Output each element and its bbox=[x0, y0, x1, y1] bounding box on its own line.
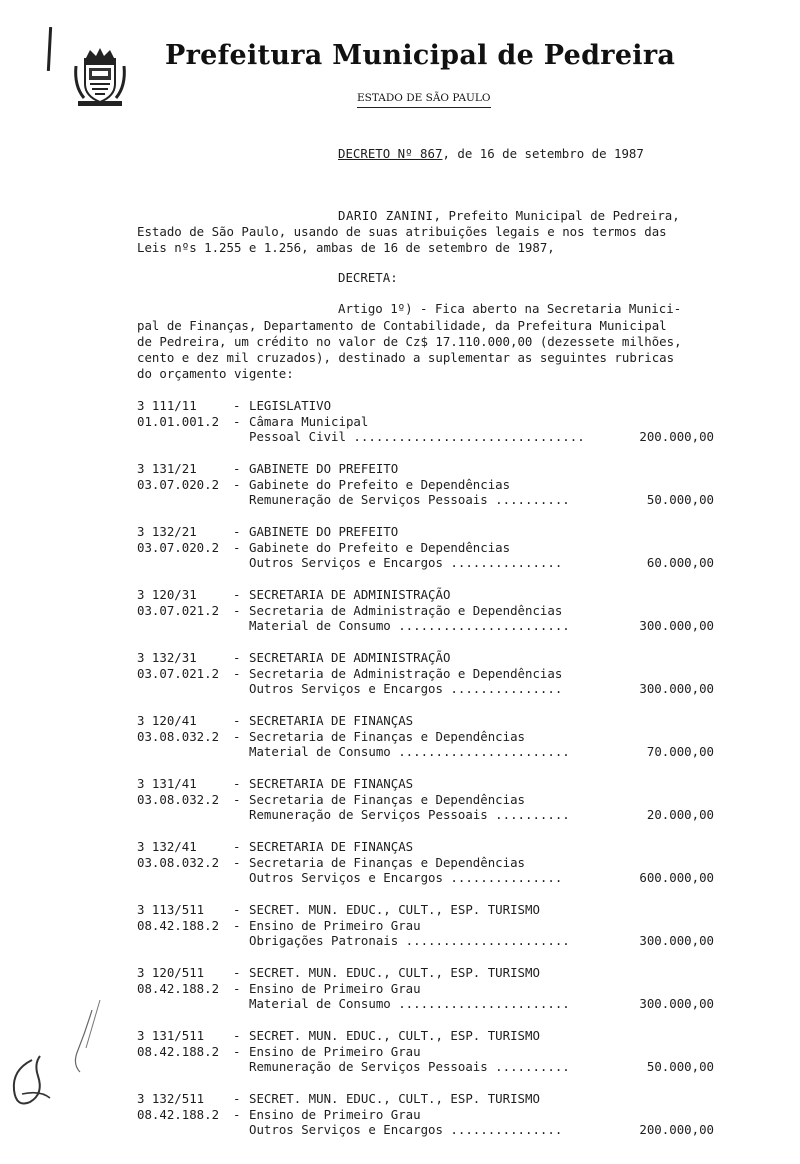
entry-item: Remuneração de Serviços Pessoais .......... bbox=[249, 1059, 570, 1074]
article-1-line-2: pal de Finanças, Departamento de Contabilidade, da Prefeitura Municipal bbox=[137, 318, 667, 333]
entry-title: GABINETE DO PREFEITO bbox=[249, 524, 399, 539]
entry-dash: - bbox=[233, 1028, 241, 1043]
entry-code: 3 132/41 bbox=[137, 839, 197, 854]
entry-unit-code: 08.42.188.2 bbox=[137, 980, 220, 996]
entry-title: SECRETARIA DE FINANÇAS bbox=[249, 776, 414, 791]
entry-unit-code: 03.08.032.2 bbox=[137, 854, 220, 870]
entry-subtitle: Gabinete do Prefeito e Dependências bbox=[249, 539, 511, 555]
article-1-line-3: de Pedreira, um crédito no valor de Cz$ 17.110.000,00 (dezessete milhões, bbox=[137, 334, 682, 349]
entry-item: Outros Serviços e Encargos ............... bbox=[249, 555, 563, 570]
budget-entry bbox=[137, 839, 717, 902]
entry-unit-code: 03.07.020.2 bbox=[137, 539, 220, 555]
budget-entry bbox=[137, 398, 717, 461]
entry-dash: - bbox=[233, 398, 241, 413]
entry-title: LEGISLATIVO bbox=[249, 398, 332, 413]
entry-title: SECRETARIA DE FINANÇAS bbox=[249, 839, 414, 854]
preamble-line-2: Estado de São Paulo, usando de suas atribuições legais e nos termos das bbox=[137, 224, 667, 239]
entry-subtitle: Secretaria de Administração e Dependências bbox=[249, 602, 563, 618]
entry-title: SECRETARIA DE FINANÇAS bbox=[249, 713, 414, 728]
entry-title: SECRET. MUN. EDUC., CULT., ESP. TURISMO bbox=[249, 965, 540, 980]
entry-code: 3 132/21 bbox=[137, 524, 197, 539]
entry-code: 3 120/31 bbox=[137, 587, 197, 602]
entry-unit-code: 08.42.188.2 bbox=[137, 1043, 220, 1059]
entry-dash: - bbox=[233, 602, 241, 618]
entry-subtitle: Secretaria de Finanças e Dependências bbox=[249, 728, 526, 744]
decreta-heading: DECRETA: bbox=[338, 270, 398, 285]
entry-dash: - bbox=[233, 854, 241, 870]
budget-entry bbox=[137, 902, 717, 965]
entry-unit-code: 03.08.032.2 bbox=[137, 728, 220, 744]
entry-item: Remuneração de Serviços Pessoais .......... bbox=[249, 492, 570, 507]
header-title: Prefeitura Municipal de Pedreira bbox=[165, 40, 676, 71]
entry-code: 3 131/511 bbox=[137, 1028, 205, 1043]
entry-item: Pessoal Civil ............................... bbox=[249, 429, 585, 444]
entry-amount: 600.000,00 bbox=[639, 870, 714, 885]
entry-dash: - bbox=[233, 917, 241, 933]
budget-entries bbox=[137, 398, 717, 1154]
mayor-name: DARIO ZANINI bbox=[338, 208, 434, 223]
budget-entry bbox=[137, 1028, 717, 1091]
entry-dash: - bbox=[233, 902, 241, 917]
budget-entry bbox=[137, 713, 717, 776]
preamble-line-3: Leis nºs 1.255 e 1.256, ambas de 16 de setembro de 1987, bbox=[137, 240, 555, 255]
entry-amount: 60.000,00 bbox=[646, 555, 714, 570]
entry-amount: 50.000,00 bbox=[646, 1059, 714, 1074]
entry-code: 3 131/41 bbox=[137, 776, 197, 791]
entry-subtitle: Secretaria de Finanças e Dependências bbox=[249, 791, 526, 807]
entry-dash: - bbox=[233, 587, 241, 602]
entry-dash: - bbox=[233, 728, 241, 744]
entry-amount: 50.000,00 bbox=[646, 492, 714, 507]
entry-title: SECRETARIA DE ADMINISTRAÇÃO bbox=[249, 650, 451, 665]
entry-amount: 300.000,00 bbox=[639, 618, 714, 633]
entry-dash: - bbox=[233, 476, 241, 492]
budget-entry bbox=[137, 1091, 717, 1154]
entry-title: SECRETARIA DE ADMINISTRAÇÃO bbox=[249, 587, 451, 602]
entry-dash: - bbox=[233, 461, 241, 476]
entry-dash: - bbox=[233, 1091, 241, 1106]
entry-code: 3 113/511 bbox=[137, 902, 205, 917]
entry-unit-code: 03.07.020.2 bbox=[137, 476, 220, 492]
header-state: ESTADO DE SÃO PAULO bbox=[357, 92, 491, 108]
entry-dash: - bbox=[233, 1043, 241, 1059]
entry-subtitle: Ensino de Primeiro Grau bbox=[249, 1106, 421, 1122]
entry-dash: - bbox=[233, 413, 241, 429]
entry-title: GABINETE DO PREFEITO bbox=[249, 461, 399, 476]
entry-unit-code: 08.42.188.2 bbox=[137, 1106, 220, 1122]
entry-item: Remuneração de Serviços Pessoais .......... bbox=[249, 807, 570, 822]
entry-amount: 20.000,00 bbox=[646, 807, 714, 822]
mayor-title: , Prefeito Municipal de Pedreira, bbox=[433, 208, 680, 223]
entry-code: 3 132/31 bbox=[137, 650, 197, 665]
article-1-line-4: cento e dez mil cruzados), destinado a suplementar as seguintes rubricas bbox=[137, 350, 675, 365]
entry-unit-code: 03.07.021.2 bbox=[137, 602, 220, 618]
entry-dash: - bbox=[233, 650, 241, 665]
entry-amount: 200.000,00 bbox=[639, 1122, 714, 1137]
entry-code: 3 132/511 bbox=[137, 1091, 205, 1106]
entry-amount: 300.000,00 bbox=[639, 996, 714, 1011]
entry-subtitle: Ensino de Primeiro Grau bbox=[249, 917, 421, 933]
entry-dash: - bbox=[233, 524, 241, 539]
entry-dash: - bbox=[233, 980, 241, 996]
entry-amount: 200.000,00 bbox=[639, 429, 714, 444]
budget-entry bbox=[137, 650, 717, 713]
entry-subtitle: Câmara Municipal bbox=[249, 413, 369, 429]
entry-subtitle: Ensino de Primeiro Grau bbox=[249, 1043, 421, 1059]
entry-item: Outros Serviços e Encargos ............... bbox=[249, 870, 563, 885]
margin-mark bbox=[47, 27, 52, 71]
entry-item: Outros Serviços e Encargos ............... bbox=[249, 1122, 563, 1137]
entry-unit-code: 03.08.032.2 bbox=[137, 791, 220, 807]
entry-dash: - bbox=[233, 713, 241, 728]
entry-dash: - bbox=[233, 1106, 241, 1122]
entry-code: 3 131/21 bbox=[137, 461, 197, 476]
entry-unit-code: 08.42.188.2 bbox=[137, 917, 220, 933]
entry-dash: - bbox=[233, 839, 241, 854]
decree-date: , de 16 de setembro de 1987 bbox=[442, 146, 644, 161]
budget-entry bbox=[137, 965, 717, 1028]
entry-title: SECRET. MUN. EDUC., CULT., ESP. TURISMO bbox=[249, 902, 540, 917]
entry-dash: - bbox=[233, 965, 241, 980]
entry-item: Obrigações Patronais ...................... bbox=[249, 933, 570, 948]
entry-code: 3 120/511 bbox=[137, 965, 205, 980]
entry-code: 3 111/11 bbox=[137, 398, 197, 413]
budget-entry bbox=[137, 524, 717, 587]
budget-entry bbox=[137, 776, 717, 839]
entry-subtitle: Secretaria de Administração e Dependências bbox=[249, 665, 563, 681]
decree-number: DECRETO Nº 867 bbox=[338, 146, 443, 161]
entry-item: Material de Consumo ....................... bbox=[249, 618, 570, 633]
entry-code: 3 120/41 bbox=[137, 713, 197, 728]
preamble-line-1 bbox=[338, 208, 680, 224]
entry-subtitle: Ensino de Primeiro Grau bbox=[249, 980, 421, 996]
budget-entry bbox=[137, 461, 717, 524]
entry-amount: 300.000,00 bbox=[639, 933, 714, 948]
entry-unit-code: 03.07.021.2 bbox=[137, 665, 220, 681]
article-1-line-1: Artigo 1º) - Fica aberto na Secretaria Munici- bbox=[338, 301, 682, 316]
handwritten-initials bbox=[0, 990, 110, 1120]
entry-amount: 300.000,00 bbox=[639, 681, 714, 696]
entry-subtitle: Gabinete do Prefeito e Dependências bbox=[249, 476, 511, 492]
entry-subtitle: Secretaria de Finanças e Dependências bbox=[249, 854, 526, 870]
entry-unit-code: 01.01.001.2 bbox=[137, 413, 220, 429]
entry-dash: - bbox=[233, 791, 241, 807]
entry-item: Outros Serviços e Encargos ............... bbox=[249, 681, 563, 696]
municipal-coat-of-arms-icon bbox=[72, 46, 128, 108]
entry-item: Material de Consumo ....................... bbox=[249, 996, 570, 1011]
entry-title: SECRET. MUN. EDUC., CULT., ESP. TURISMO bbox=[249, 1091, 540, 1106]
entry-item: Material de Consumo ....................... bbox=[249, 744, 570, 759]
entry-dash: - bbox=[233, 665, 241, 681]
budget-entry bbox=[137, 587, 717, 650]
entry-dash: - bbox=[233, 539, 241, 555]
decree-heading bbox=[338, 146, 644, 162]
entry-amount: 70.000,00 bbox=[646, 744, 714, 759]
entry-dash: - bbox=[233, 776, 241, 791]
article-1-line-5: do orçamento vigente: bbox=[137, 366, 294, 381]
entry-title: SECRET. MUN. EDUC., CULT., ESP. TURISMO bbox=[249, 1028, 540, 1043]
